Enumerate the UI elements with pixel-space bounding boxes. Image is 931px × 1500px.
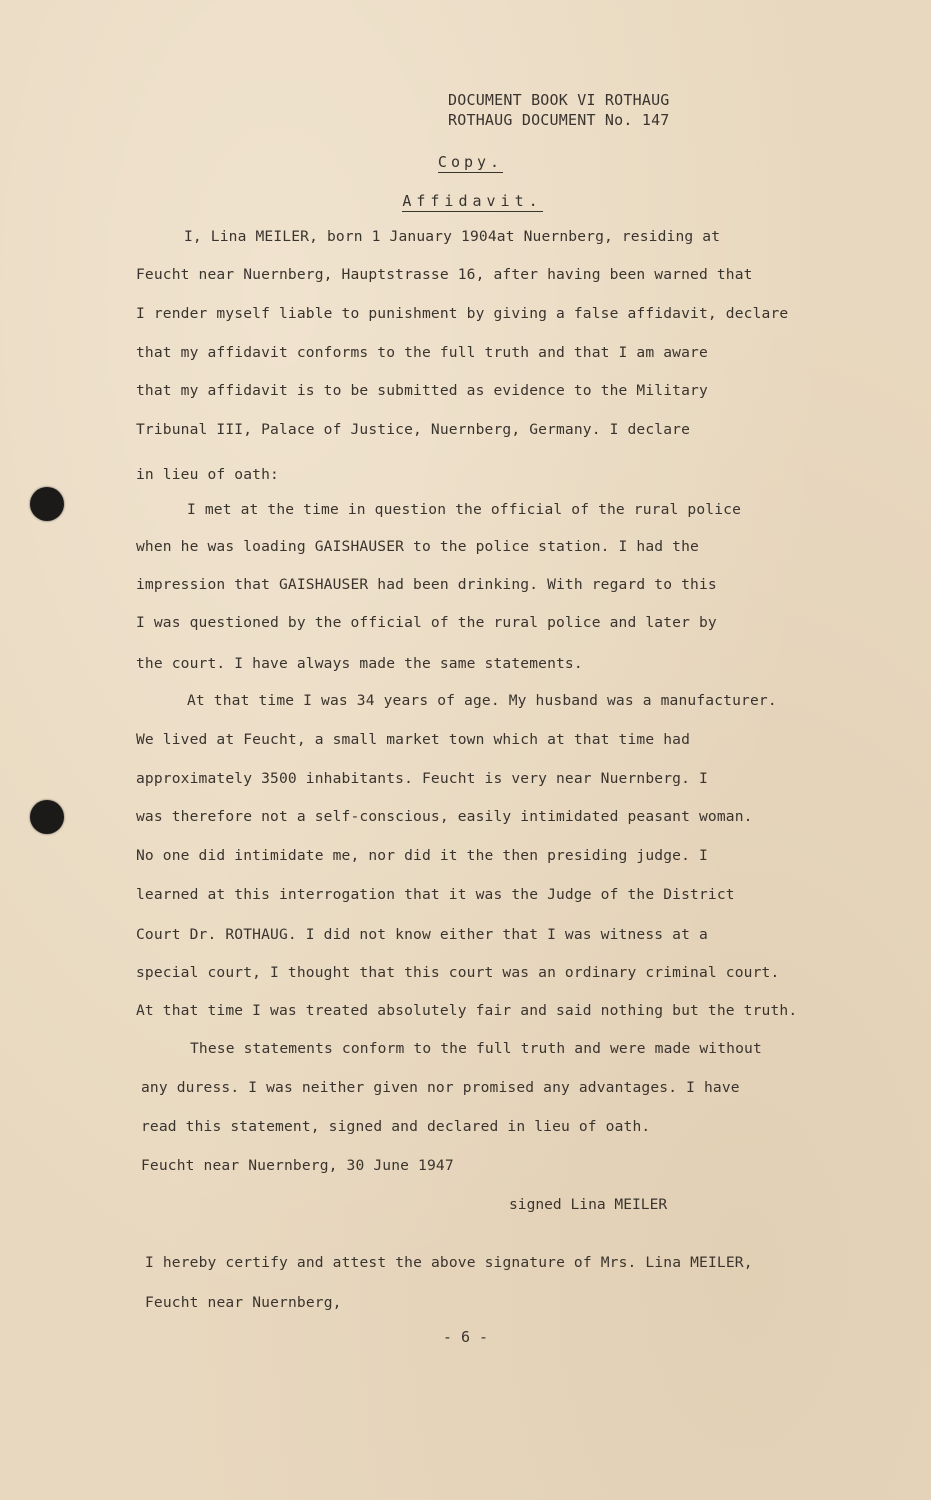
header-line-1: DOCUMENT BOOK VI ROTHAUG — [448, 91, 670, 109]
body-line: when he was loading GAISHAUSER to the police station. I had the — [136, 538, 699, 555]
body-line: No one did intimidate me, nor did it the then presiding judge. I — [136, 847, 708, 864]
body-line: At that time I was treated absolutely fair and said nothing but the truth. — [136, 1002, 798, 1019]
affidavit-title — [0, 192, 931, 210]
body-line: Court Dr. ROTHAUG. I did not know either that I was witness at a — [136, 926, 708, 943]
body-line: I, Lina MEILER, born 1 January 1904at Nuernberg, residing at — [184, 228, 721, 245]
body-line: read this statement, signed and declared in lieu of oath. — [141, 1118, 651, 1135]
body-line: any duress. I was neither given nor promised any advantages. I have — [141, 1079, 740, 1096]
affidavit-title-text: Affidavit. — [402, 192, 543, 210]
punch-hole-lower — [30, 800, 64, 834]
certification-line: Feucht near Nuernberg, — [145, 1294, 342, 1311]
body-line: approximately 3500 inhabitants. Feucht is very near Nuernberg. I — [136, 770, 708, 787]
body-line: learned at this interrogation that it was the Judge of the District — [136, 886, 735, 903]
body-line: Feucht near Nuernberg, Hauptstrasse 16, after having been warned that — [136, 266, 753, 283]
body-line: was therefore not a self-conscious, easily intimidated peasant woman. — [136, 808, 753, 825]
page-number: - 6 - — [442, 1328, 489, 1346]
body-line: impression that GAISHAUSER had been drinking. With regard to this — [136, 576, 717, 593]
body-line: Tribunal III, Palace of Justice, Nuernberg, Germany. I declare — [136, 421, 691, 438]
body-line: that my affidavit is to be submitted as evidence to the Military — [136, 382, 708, 399]
body-line: that my affidavit conforms to the full truth and that I am aware — [136, 344, 708, 361]
body-line: I met at the time in question the official of the rural police — [187, 501, 742, 518]
copy-title-text: Copy. — [437, 153, 504, 171]
body-line: the court. I have always made the same statements. — [136, 655, 583, 672]
signature-line: signed Lina MEILER — [509, 1196, 668, 1213]
body-line: special court, I thought that this court was an ordinary criminal court. — [136, 964, 780, 981]
body-line: These statements conform to the full truth and were made without — [190, 1040, 762, 1057]
body-line: in lieu of oath: — [136, 466, 279, 483]
certification-line: I hereby certify and attest the above signature of Mrs. Lina MEILER, — [145, 1254, 753, 1271]
body-line: At that time I was 34 years of age. My husband was a manufacturer. — [187, 692, 777, 709]
body-line: I render myself liable to punishment by giving a false affidavit, declare — [136, 305, 789, 322]
document-header — [448, 90, 670, 130]
copy-title — [0, 153, 931, 171]
body-line: We lived at Feucht, a small market town which at that time had — [136, 731, 691, 748]
date-line: Feucht near Nuernberg, 30 June 1947 — [141, 1157, 454, 1174]
header-line-2: ROTHAUG DOCUMENT No. 147 — [448, 111, 670, 129]
punch-hole-upper — [30, 487, 64, 521]
body-line: I was questioned by the official of the rural police and later by — [136, 614, 717, 631]
